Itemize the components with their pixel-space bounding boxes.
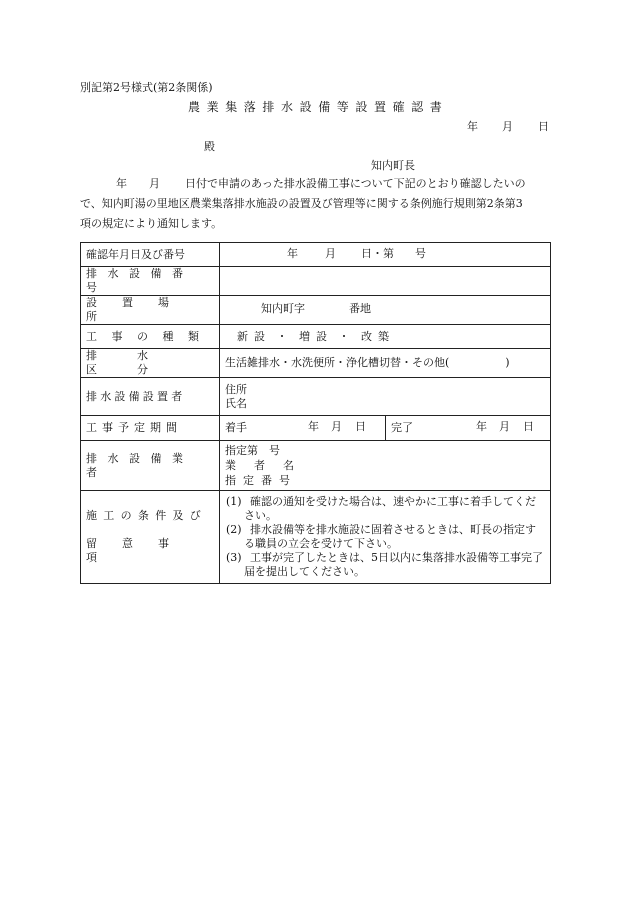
- date-day-label: 日: [538, 120, 549, 133]
- option-new: 新: [237, 329, 248, 343]
- schedule-start: [220, 416, 386, 440]
- item-number: (3): [226, 551, 242, 564]
- confirm-month: 月: [325, 246, 336, 260]
- confirm-number-suffix: 号: [415, 246, 426, 260]
- location-value: [220, 296, 551, 325]
- confirm-year: 年: [287, 246, 298, 260]
- schedule-end: [386, 416, 550, 440]
- body-line-1: 日付で申請のあった排水設備工事について下記のとおり確認したいの: [185, 177, 526, 190]
- row-label-contractor: [81, 441, 220, 491]
- body-month-label: 月: [149, 177, 160, 190]
- form-reference: 別記第2号様式(第2条関係): [80, 81, 213, 94]
- item-text: 排水設備等を排水施設に固着させるときは、町長の指定する職員の立会を受けて下さい。: [244, 523, 536, 550]
- location-town: 知内町字: [261, 302, 305, 315]
- body-line-2: で、知内町湯の里地区農業集落排水施設の設置及び管理等に関する条例施行規則第2条第3: [80, 197, 523, 210]
- end-label: 完了: [391, 421, 413, 434]
- installer-name-label: 氏名: [225, 396, 247, 410]
- label-text: 排水設備業者: [86, 451, 194, 479]
- row-label-drainage-class: [81, 349, 220, 378]
- option-extend-2: 設: [316, 329, 327, 343]
- table-row: [81, 349, 551, 378]
- contractor-line-1: [225, 443, 545, 458]
- end-day: 日: [523, 420, 534, 433]
- label-text: 確認年月日及び番号: [86, 247, 185, 261]
- drainage-class-text: 生活雑排水・水洗便所・浄化槽切替・その他(: [225, 356, 450, 369]
- row-label-location: [81, 296, 220, 325]
- body-line-3: 項の規定により通知します。: [80, 217, 223, 230]
- label-text-a: 施工の条件及び: [86, 509, 208, 522]
- table-row: [81, 441, 551, 491]
- label-text: 工事の種類: [86, 329, 214, 343]
- date-year-label: 年: [467, 120, 478, 133]
- drainage-class-value: [220, 349, 551, 378]
- label-text: 工事予定期間: [86, 421, 182, 434]
- end-month: 月: [499, 420, 510, 433]
- table-row: [81, 416, 551, 441]
- installer-value: [220, 378, 551, 416]
- confirm-date-value: [220, 243, 551, 267]
- row-label-schedule: [81, 416, 220, 441]
- contractor-line-3: [225, 473, 545, 488]
- company-char-1: 業: [225, 459, 236, 472]
- addressee-suffix: 殿: [204, 140, 215, 153]
- company-char-3: 名: [283, 459, 294, 472]
- item-number: (2): [226, 523, 242, 536]
- row-label-confirm-date: [81, 243, 220, 267]
- drainage-class-close: ): [505, 356, 510, 369]
- confirmation-table: [80, 242, 551, 584]
- table-row: [81, 378, 551, 416]
- issuer-name: 知内町長: [371, 159, 415, 172]
- label-text-b: 留意事項: [86, 537, 194, 564]
- item-text: 工事が完了したときは、5日以内に集落排水設備等工事完了届を提出してください。: [244, 551, 543, 578]
- number-char-3: 番: [261, 474, 272, 487]
- label-text: 排水設備番号: [86, 267, 194, 294]
- equipment-number-value: [220, 267, 551, 296]
- work-type-options: [220, 325, 551, 349]
- start-day: 日: [355, 420, 366, 433]
- designation-suffix: 号: [269, 444, 280, 457]
- list-item: [226, 495, 546, 523]
- item-number: (1): [226, 495, 242, 508]
- designation-prefix: 指定第: [225, 444, 258, 457]
- confirm-day-no: 日・第: [361, 246, 394, 260]
- table-row: [81, 267, 551, 296]
- label-text: 設置場所: [86, 296, 194, 323]
- schedule-value: [220, 416, 551, 441]
- table-row: [81, 325, 551, 349]
- number-char-2: 定: [243, 474, 254, 487]
- document-title: 農業集落排水設備等設置確認書: [188, 100, 449, 114]
- option-rebuild: 改: [361, 329, 372, 343]
- option-rebuild-2: 築: [378, 329, 389, 343]
- separator: ・: [338, 329, 350, 343]
- start-year: 年: [308, 420, 319, 433]
- option-extend: 増: [299, 329, 310, 343]
- contractor-value: [220, 441, 551, 491]
- label-text: 排水設備設置者: [86, 389, 186, 403]
- table-row: [81, 296, 551, 325]
- list-item: [226, 523, 546, 551]
- row-label-conditions: [81, 491, 220, 584]
- list-item: [226, 551, 546, 579]
- number-char-4: 号: [279, 474, 290, 487]
- company-char-2: 者: [254, 459, 265, 472]
- row-label-work-type: [81, 325, 220, 349]
- start-label: 着手: [225, 421, 247, 434]
- number-char-1: 指: [225, 474, 236, 487]
- end-year: 年: [476, 420, 487, 433]
- row-label-equipment-number: [81, 267, 220, 296]
- item-text: 確認の通知を受けた場合は、速やかに工事に着手してください。: [244, 495, 536, 522]
- table-row: [81, 243, 551, 267]
- row-label-installer: [81, 378, 220, 416]
- option-new-2: 設: [254, 329, 265, 343]
- contractor-line-2: [225, 458, 545, 473]
- label-text: 排水区分: [86, 349, 188, 376]
- location-banchi: 番地: [349, 302, 371, 315]
- separator: ・: [276, 329, 288, 343]
- date-month-label: 月: [502, 120, 513, 133]
- installer-address-label: 住所: [225, 382, 247, 396]
- start-month: 月: [331, 420, 342, 433]
- body-year-label: 年: [116, 177, 127, 190]
- conditions-list: [220, 491, 551, 584]
- table-row: [81, 491, 551, 584]
